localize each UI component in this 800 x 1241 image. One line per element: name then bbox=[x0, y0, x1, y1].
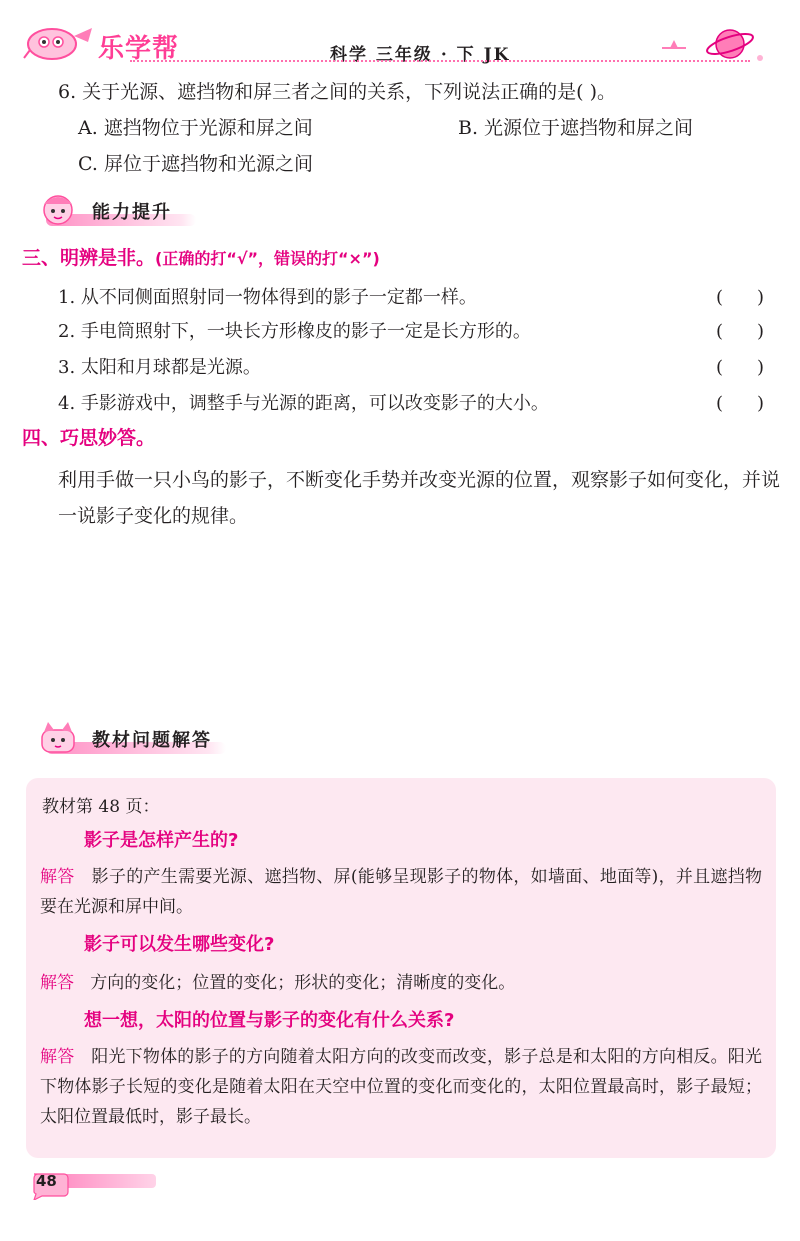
page-number: 48 bbox=[36, 1172, 57, 1190]
section-banner-ability bbox=[20, 192, 200, 228]
question-6-option-c: C. 屏位于遮挡物和光源之间 bbox=[78, 153, 313, 175]
textbook-question-2: 影子可以发生哪些变化? bbox=[84, 934, 275, 955]
section-banner-textbook bbox=[20, 720, 220, 756]
textbook-question-3: 想一想，太阳的位置与影子的变化有什么关系? bbox=[84, 1010, 455, 1031]
textbook-question-1: 影子是怎样产生的? bbox=[84, 830, 239, 851]
textbook-page-ref: 教材第 48 页： bbox=[42, 797, 160, 817]
textbook-answer-2 bbox=[40, 968, 762, 998]
page-number-bar bbox=[60, 1174, 156, 1188]
answer-blank-1[interactable]: () bbox=[716, 287, 799, 308]
textbook-answer-1 bbox=[40, 862, 762, 922]
true-false-item-2: 2. 手电筒照射下，一块长方形橡皮的影子一定是长方形的。 bbox=[58, 321, 531, 342]
banner-title: 能力提升 bbox=[92, 202, 172, 223]
mascot-cat-icon bbox=[34, 720, 84, 756]
answer-text: 影子的产生需要光源、遮挡物、屏(能够呈现影子的物体，如墙面、地面等)，并且遮挡物要在光源和屏中间。 bbox=[40, 867, 763, 917]
answer-blank-2[interactable]: () bbox=[716, 321, 799, 342]
answer-blank-4[interactable]: () bbox=[716, 393, 799, 414]
answer-label: 解答 bbox=[40, 973, 74, 993]
section-4-heading: 四、巧思妙答。 bbox=[22, 427, 156, 449]
subject-grade-label: 科学 三年级 · 下 JK bbox=[330, 45, 511, 65]
textbook-answer-3 bbox=[40, 1042, 762, 1132]
answer-label: 解答 bbox=[40, 1047, 75, 1067]
brand-logo-text: 乐学帮 bbox=[98, 34, 180, 64]
banner-title: 教材问题解答 bbox=[92, 730, 212, 751]
section-3-title: 三、明辨是非。 bbox=[22, 247, 156, 269]
true-false-item-1: 1. 从不同侧面照射同一物体得到的影子一定都一样。 bbox=[58, 287, 477, 308]
true-false-item-3: 3. 太阳和月球都是光源。 bbox=[58, 357, 261, 378]
section-3-heading bbox=[22, 244, 380, 273]
mascot-face-icon bbox=[34, 192, 84, 228]
section-4-question: 利用手做一只小鸟的影子，不断变化手势并改变光源的位置，观察影子如何变化，并说一说影子变化的规律。 bbox=[58, 469, 781, 527]
answer-text: 方向的变化；位置的变化；形状的变化；清晰度的变化。 bbox=[90, 973, 516, 993]
answer-blank-3[interactable]: () bbox=[716, 357, 799, 378]
answer-label: 解答 bbox=[40, 867, 75, 887]
question-6-option-a: A. 遮挡物位于光源和屏之间 bbox=[78, 117, 313, 139]
question-6-stem: 6. 关于光源、遮挡物和屏三者之间的关系，下列说法正确的是( )。 bbox=[58, 81, 617, 103]
answer-text: 阳光下物体的影子的方向随着太阳方向的改变而改变，影子总是和太阳的方向相反。阳光下物体影子长短的变化是随着太阳在天空中位置的变化而变化的，太阳位置最高时，影子最短；太阳位置最低时，影子最长。 bbox=[40, 1047, 763, 1127]
section-3-instruction: (正确的打“√”，错误的打“×”) bbox=[155, 249, 380, 268]
textbook-answer-box bbox=[26, 778, 776, 1158]
header-divider bbox=[130, 60, 750, 62]
question-6-option-b: B. 光源位于遮挡物和屏之间 bbox=[458, 117, 694, 139]
brand-mascot-icon bbox=[22, 22, 100, 62]
true-false-item-4: 4. 手影游戏中，调整手与光源的距离，可以改变影子的大小。 bbox=[58, 393, 549, 414]
